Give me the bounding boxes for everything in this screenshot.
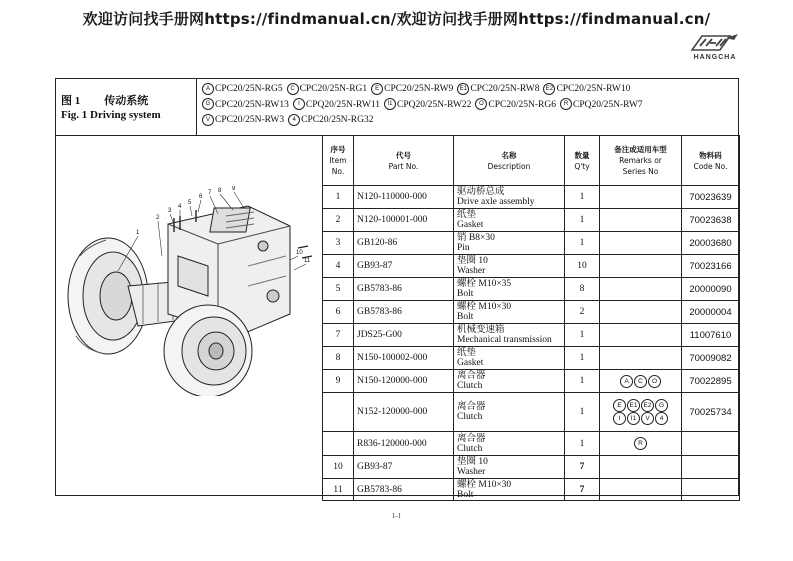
table-row	[323, 347, 740, 370]
callout-number: 6	[199, 194, 203, 200]
remarks	[600, 186, 682, 209]
description-cn: 螺栓 M10×30	[457, 479, 512, 490]
quantity: 7	[565, 456, 600, 479]
item-number: 11	[323, 479, 354, 501]
remarks	[600, 456, 682, 479]
callout-number: 2	[156, 215, 160, 221]
model-mark-icon: E	[371, 83, 383, 95]
header-description: 名称 Description	[454, 136, 565, 186]
callout-number: 8	[218, 188, 222, 194]
item-number: 10	[323, 456, 354, 479]
item-number: 1	[323, 186, 354, 209]
figure-number-cn: 图 1	[61, 95, 81, 107]
model-name: CPC20/25N-RG32	[301, 115, 374, 125]
model-entry	[288, 113, 373, 129]
series-mark-icon: 4	[655, 412, 668, 425]
callout-number: 3	[168, 208, 172, 214]
description-en: Washer	[457, 467, 486, 477]
quantity: 10	[565, 255, 600, 278]
model-entry	[293, 98, 380, 114]
model-name: CPC20/25N-RG5	[215, 84, 283, 94]
code-number	[682, 432, 740, 456]
series-mark-icon: V	[641, 412, 654, 425]
description-en: Washer	[457, 266, 486, 276]
description-en: Bolt	[457, 312, 474, 322]
remarks	[600, 370, 682, 393]
model-row	[202, 82, 737, 98]
part-number: GB120-86	[354, 232, 454, 255]
table-row	[323, 301, 740, 324]
code-number: 70009082	[682, 347, 740, 370]
part-number: N152-120000-000	[354, 393, 454, 432]
table-row	[323, 186, 740, 209]
model-name: CPQ20/25N-RW11	[305, 99, 380, 110]
figure-name-cn: 传动系统	[104, 95, 149, 107]
description-en: Bolt	[457, 289, 474, 299]
part-number: N150-100002-000	[354, 347, 454, 370]
part-number: GB5783-86	[354, 479, 454, 501]
model-mark-icon: C	[287, 83, 299, 95]
model-name: CPQ20/25N-RW7	[573, 99, 643, 110]
model-mark-icon: I	[293, 98, 305, 110]
quantity: 1	[565, 432, 600, 456]
model-mark-icon: I1	[384, 98, 396, 110]
item-number: 3	[323, 232, 354, 255]
remarks	[600, 232, 682, 255]
description-cn: 机械变速箱	[457, 325, 505, 335]
model-name: CPC20/25N-RW9	[384, 84, 454, 94]
description-en: Mechanical transmission	[457, 335, 552, 345]
code-number: 70023166	[682, 255, 740, 278]
model-entry	[287, 82, 368, 98]
series-mark-icon: A	[620, 375, 633, 388]
quantity: 1	[565, 186, 600, 209]
header-code-no: 物料码 Code No.	[682, 136, 740, 186]
page-number: 1-1	[391, 512, 402, 520]
description	[454, 209, 565, 232]
quantity: 8	[565, 278, 600, 301]
description	[454, 186, 565, 209]
code-number	[682, 456, 740, 479]
part-number: N120-110000-000	[354, 186, 454, 209]
description	[454, 232, 565, 255]
table-row	[323, 278, 740, 301]
description-cn: 螺栓 M10×35	[457, 279, 512, 289]
series-mark-icon: I1	[627, 412, 640, 425]
code-number: 20003680	[682, 232, 740, 255]
applicable-models	[202, 82, 737, 129]
code-number: 20000004	[682, 301, 740, 324]
description-cn: 驱动桥总成	[457, 187, 505, 197]
remarks	[600, 432, 682, 456]
description-cn: 纸垫	[457, 210, 477, 220]
quantity: 1	[565, 393, 600, 432]
description-en: Bolt	[457, 489, 474, 500]
model-mark-icon: G	[202, 98, 214, 110]
description	[454, 255, 565, 278]
model-entry	[202, 113, 284, 129]
model-entry	[475, 98, 556, 114]
model-name: CPC20/25N-RG6	[488, 99, 556, 110]
parts-table-header	[323, 136, 740, 186]
figure-title-cn	[61, 92, 148, 108]
callout-number: 10	[296, 250, 303, 256]
part-number: R836-120000-000	[354, 432, 454, 456]
code-number: 70025734	[682, 393, 740, 432]
callout-number: 11	[304, 258, 311, 264]
series-mark-icon: I	[613, 412, 626, 425]
series-mark-icon: O	[648, 375, 661, 388]
description	[454, 347, 565, 370]
code-number: 70023639	[682, 186, 740, 209]
code-number: 70022895	[682, 370, 740, 393]
quantity: 1	[565, 209, 600, 232]
description-cn: 离合器	[457, 402, 486, 412]
model-entry	[457, 82, 539, 98]
series-mark-icon: R	[634, 437, 647, 450]
model-name: CPC20/25N-RW10	[556, 84, 631, 94]
quantity: 1	[565, 232, 600, 255]
description-cn: 垫圈 10	[457, 256, 488, 266]
code-number: 70023638	[682, 209, 740, 232]
part-number: GB93-87	[354, 255, 454, 278]
part-number: GB93-87	[354, 456, 454, 479]
remarks	[600, 301, 682, 324]
description	[454, 370, 565, 393]
remarks	[600, 255, 682, 278]
watermark-banner: 欢迎访问找手册网https://findmanual.cn/欢迎访问找手册网https://findmanual.cn/	[82, 10, 711, 28]
part-number: JDS25-G00	[354, 324, 454, 347]
part-number: GB5783-86	[354, 278, 454, 301]
description-en: Clutch	[457, 381, 483, 391]
model-entry	[384, 98, 471, 114]
description	[454, 456, 565, 479]
table-row	[323, 479, 740, 501]
description-cn: 离合器	[457, 433, 486, 444]
figure-title-en: Fig. 1 Driving system	[61, 109, 161, 121]
description-en: Clutch	[457, 443, 483, 454]
model-entry	[202, 98, 289, 114]
remarks	[600, 347, 682, 370]
model-mark-icon: E2	[543, 83, 555, 95]
model-mark-icon: A	[202, 83, 214, 95]
model-mark-icon: E1	[457, 83, 469, 95]
remarks-line	[603, 375, 678, 388]
quantity: 2	[565, 301, 600, 324]
model-entry	[543, 82, 630, 98]
brand-name: HANGCHA	[693, 54, 737, 61]
remarks	[600, 393, 682, 432]
item-number: 5	[323, 278, 354, 301]
description-cn: 离合器	[457, 371, 486, 381]
model-entry	[560, 98, 643, 114]
code-number	[682, 479, 740, 501]
quantity: 7	[565, 479, 600, 501]
table-row	[323, 209, 740, 232]
description	[454, 278, 565, 301]
model-entry	[371, 82, 453, 98]
model-mark-icon: R	[560, 98, 572, 110]
remarks	[600, 278, 682, 301]
description	[454, 393, 565, 432]
item-number: 9	[323, 370, 354, 393]
code-number: 20000090	[682, 278, 740, 301]
model-mark-icon: O	[475, 98, 487, 110]
part-number: N120-100001-000	[354, 209, 454, 232]
header-part-no: 代号 Part No.	[354, 136, 454, 186]
description-cn: 纸垫	[457, 348, 477, 358]
item-number	[323, 393, 354, 432]
item-number: 8	[323, 347, 354, 370]
series-mark-icon: G	[655, 399, 668, 412]
series-mark-icon: E1	[627, 399, 640, 412]
model-mark-icon: 4	[288, 114, 300, 126]
remarks-line	[603, 399, 678, 412]
item-number	[323, 432, 354, 456]
table-row	[323, 456, 740, 479]
remarks-line	[603, 437, 678, 450]
callout-number: 7	[208, 190, 212, 196]
callout-number: 1	[136, 230, 140, 236]
quantity: 1	[565, 324, 600, 347]
callout-number: 4	[178, 204, 182, 210]
description	[454, 479, 565, 501]
model-row	[202, 113, 737, 129]
header-item: 序号 Item No.	[323, 136, 354, 186]
model-row	[202, 98, 737, 114]
model-mark-icon: V	[202, 114, 214, 126]
hangcha-logo-mark	[686, 32, 744, 56]
description	[454, 432, 565, 456]
hangcha-logo	[686, 32, 744, 64]
quantity: 1	[565, 370, 600, 393]
item-number: 6	[323, 301, 354, 324]
callout-number: 5	[188, 200, 192, 206]
table-row	[323, 324, 740, 347]
description-cn: 垫圈 10	[457, 457, 488, 467]
model-name: CPC20/25N-RG1	[299, 84, 368, 94]
item-number: 2	[323, 209, 354, 232]
model-entry	[202, 82, 283, 98]
model-name: CPC20/25N-RW3	[215, 115, 285, 125]
description-en: Gasket	[457, 220, 484, 230]
callout-number: 9	[232, 186, 236, 192]
item-number: 7	[323, 324, 354, 347]
model-name: CPC20/25N-RW8	[470, 84, 540, 94]
exploded-view-illustration	[58, 186, 320, 396]
remarks	[600, 209, 682, 232]
driving-system-drawing	[58, 186, 320, 396]
series-mark-icon: E2	[641, 399, 654, 412]
figure-title-box	[55, 78, 197, 135]
table-row	[323, 255, 740, 278]
description-en: Gasket	[457, 358, 484, 368]
remarks	[600, 479, 682, 501]
description-en: Pin	[457, 243, 470, 253]
part-number: N150-120000-000	[354, 370, 454, 393]
series-mark-icon: C	[634, 375, 647, 388]
series-mark-icon: E	[613, 399, 626, 412]
table-row	[323, 232, 740, 255]
description-en: Clutch	[457, 412, 483, 422]
header-qty: 数量 Q'ty	[565, 136, 600, 186]
remarks	[600, 324, 682, 347]
model-name: CPQ20/25N-RW22	[396, 99, 472, 110]
quantity: 1	[565, 347, 600, 370]
description-en: Drive axle assembly	[457, 197, 535, 207]
description-cn: 销 B8×30	[457, 233, 495, 243]
description	[454, 324, 565, 347]
item-number: 4	[323, 255, 354, 278]
model-name: CPC20/25N-RW13	[215, 99, 289, 110]
code-number: 11007610	[682, 324, 740, 347]
table-row	[323, 393, 740, 432]
remarks-line	[603, 412, 678, 425]
description	[454, 301, 565, 324]
table-row	[323, 370, 740, 393]
part-number: GB5783-86	[354, 301, 454, 324]
header-remarks: 备注或适用车型 Remarks or Series No	[600, 136, 682, 186]
parts-table	[322, 135, 740, 501]
description-cn: 螺栓 M10×30	[457, 302, 512, 312]
table-row	[323, 432, 740, 456]
